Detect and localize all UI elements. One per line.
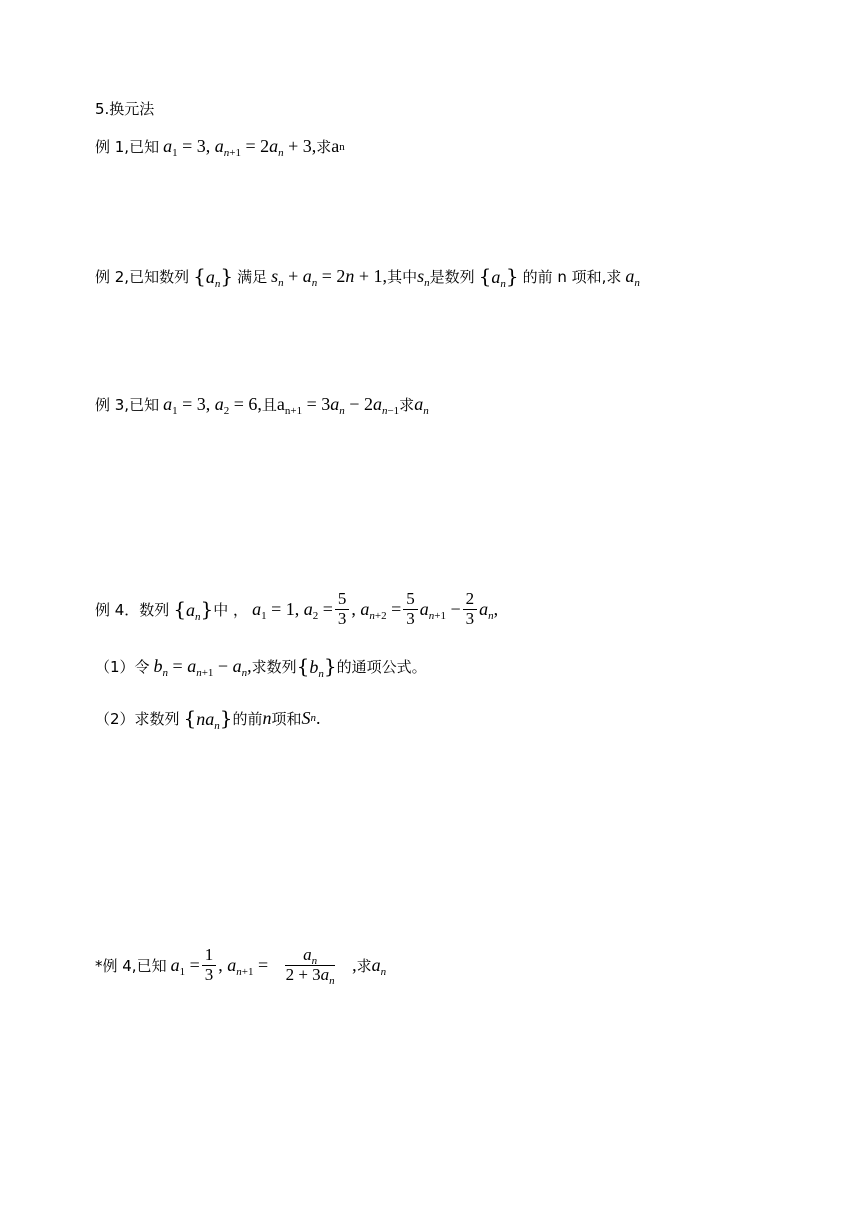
section-title: 5.换元法 (95, 100, 155, 118)
example-4: 例 4．数列 $\{a_n\}$ 中 ， $a_1 = 1$, $a_2$ = $\frac{5}{3}$ , $a_{n+2}$ = $\frac{5}{3}$ $a_{n+1}$ − $\frac{2}{3}$ $a_n$, (95, 589, 499, 628)
example-3-label: 例 3,已知 (95, 396, 160, 414)
example-5: *例 4,已知 $a_1$ = $\frac{1}{3}$ , $a_{n+1}$ = $\frac{a_n}{2 + 3a_n}$ , 求 $a_n$ (95, 945, 387, 987)
example-3: 例 3,已知 $a_1 = 3$, $a_2 = 6$, 且 $a_{n+1} = 3a_n - 2a_{n-1}$ 求 $a_n$ (95, 394, 429, 417)
example-2: 例 2,已知数列 $\{a_n\}$ 满足 $s_n + a_n = 2n + 1$, 其中 $s_n$ 是数列 $\{a_n\}$ 的前 n 项和,求 $a_n$ (95, 264, 640, 290)
example-1-formula: $a_1 = 3$, $a_{n+1} = 2a_n + 3$, (163, 136, 317, 159)
example-4-part-2: （2）求数列 $\{na_n\}$ 的前 n 项和 S n . (95, 706, 321, 732)
example-2-label: 例 2,已知数列 (95, 267, 190, 286)
example-4-label: 例 4．数列 (95, 600, 170, 619)
example-5-label: *例 4,已知 (95, 956, 167, 975)
example-1-label: 例 1,已知 (95, 138, 160, 156)
example-1: 例 1,已知 $a_1 = 3$, $a_{n+1} = 2a_n + 3$, 求 a n (95, 136, 345, 159)
example-4-part-1: （1）令 $b_n = a_{n+1} - a_n$, 求数列 $\{b_n\}$ 的通项公式。 (95, 654, 427, 680)
